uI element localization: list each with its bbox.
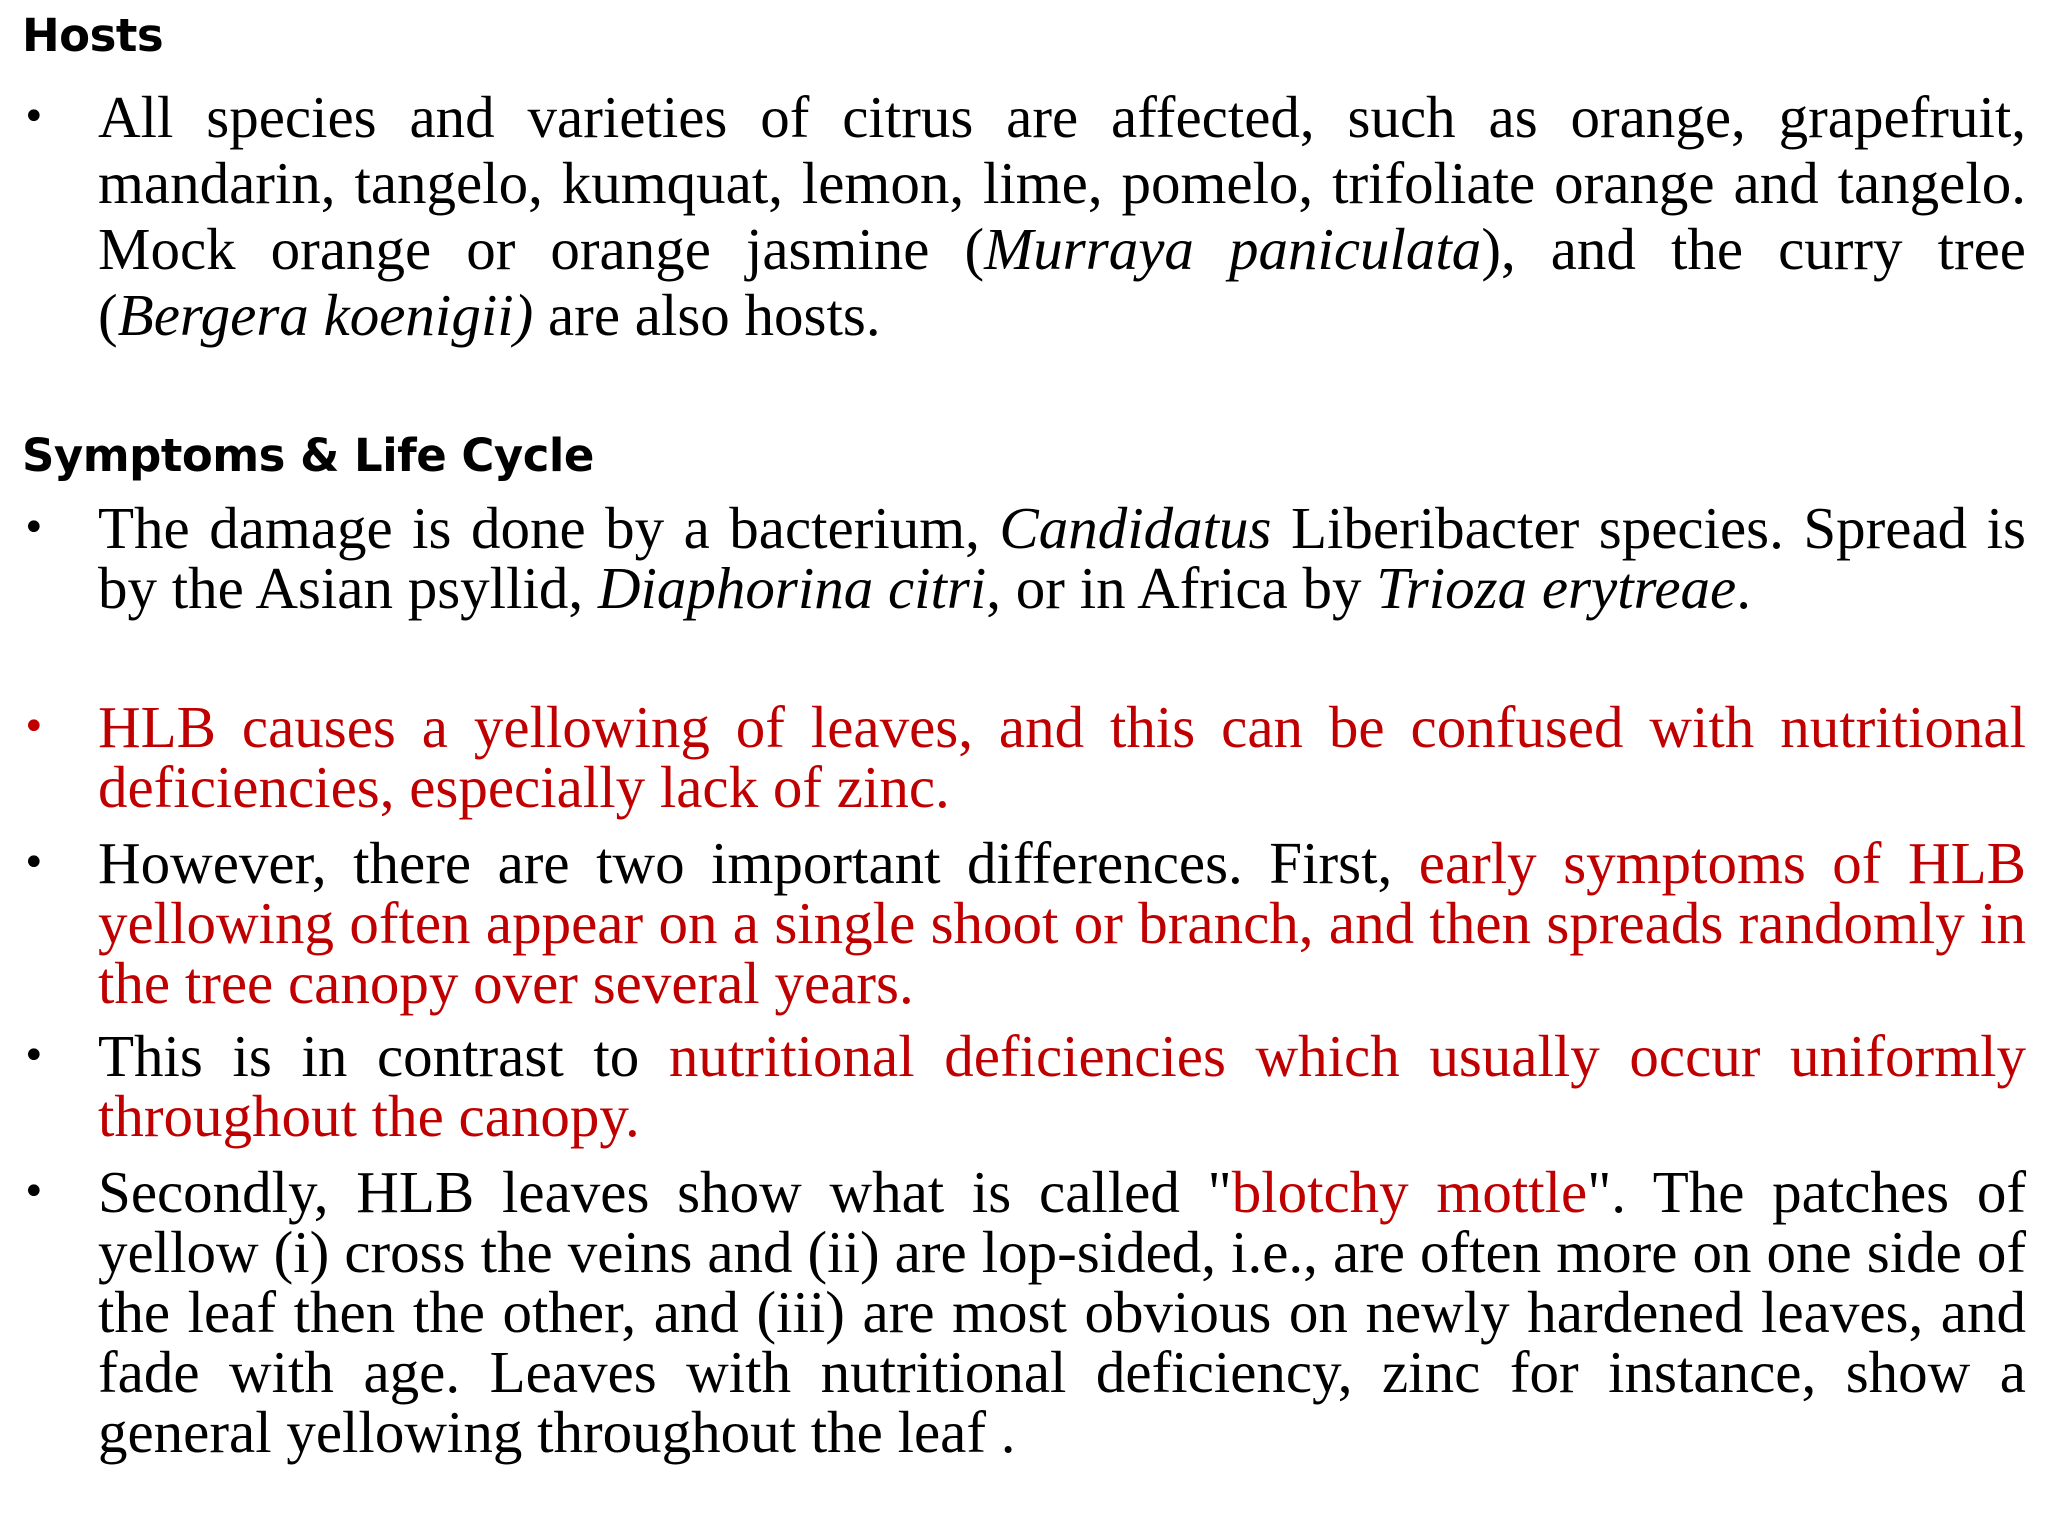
symptoms-bullet-text-1 — [98, 495, 2027, 621]
symptoms-bullet-item-1 — [22, 495, 2027, 621]
hosts-bullet-item — [22, 84, 2026, 348]
text-run: , or in Africa by — [986, 555, 1377, 621]
italic-species-name: Diaphorina citri — [597, 555, 987, 621]
symptoms-bullet-text-3 — [98, 830, 2026, 1016]
italic-species-name: Bergera koenigii) — [117, 282, 534, 348]
hosts-heading: Hosts — [22, 9, 164, 62]
hosts-bullet-text — [98, 84, 2026, 348]
symptoms-bullet-item-4 — [22, 1023, 2026, 1149]
text-run: Liberibacter species. Spread is by the Asian psyllid, — [98, 495, 2027, 621]
text-run: This is in contrast to — [98, 1023, 669, 1089]
symptoms-heading: Symptoms & Life Cycle — [22, 429, 594, 482]
text-run: Secondly, HLB leaves show what is called " — [98, 1159, 1232, 1225]
text-run: The damage is done by a bacterium, — [98, 495, 1000, 561]
symptoms-bullet-text-5 — [98, 1159, 2026, 1465]
text-run: ". The patches of yellow (i) cross the veins and (ii) are lop-sided, i.e., are often more on one side of the leaf then the other, and (iii) are most obvious on newly hardened leaves, and fade with age. Leaves with nutritional deficiency, zinc for instance, show a general yellowing throughout the leaf . — [98, 1159, 2026, 1465]
symptoms-bullet-item-5 — [22, 1159, 2026, 1465]
bullet-icon: • — [22, 94, 46, 140]
bullet-icon: • — [22, 1169, 46, 1215]
symptoms-bullet-item-2 — [22, 694, 2026, 820]
text-run: . — [1736, 555, 1751, 621]
italic-species-name: Trioza erytreae — [1376, 555, 1737, 621]
text-run: ), and the curry tree ( — [98, 216, 2026, 348]
highlighted-text: early symptoms of HLB yellowing often appear on a single shoot or branch, and then spreads randomly in the tree canopy over several years. — [98, 830, 2026, 1016]
symptoms-bullet-item-3 — [22, 830, 2026, 1016]
text-run: All species and varieties of citrus are affected, such as orange, grapefruit, mandarin, tangelo, kumquat, lemon, lime, pomelo, trifoliate orange and tangelo. Mock orange or orange jasmine ( — [98, 84, 2026, 282]
italic-species-name: Candidatus — [999, 495, 1272, 561]
symptoms-bullet-text-4 — [98, 1023, 2026, 1149]
highlighted-text: nutritional deficiencies which usually occur uniformly throughout the canopy. — [98, 1023, 2026, 1149]
text-run: are also hosts. — [533, 282, 881, 348]
bullet-icon: • — [22, 1033, 46, 1079]
symptoms-bullet-text-2: HLB causes a yellowing of leaves, and this can be confused with nutritional deficiencies, especially lack of zinc. — [98, 694, 2026, 820]
bullet-icon: • — [22, 505, 46, 551]
bullet-icon: • — [22, 840, 46, 886]
italic-species-name: Murraya paniculata — [984, 216, 1482, 282]
bullet-icon: • — [22, 704, 46, 750]
highlighted-text: blotchy mottle — [1231, 1159, 1588, 1225]
text-run: However, there are two important differences. First, — [98, 830, 1419, 896]
